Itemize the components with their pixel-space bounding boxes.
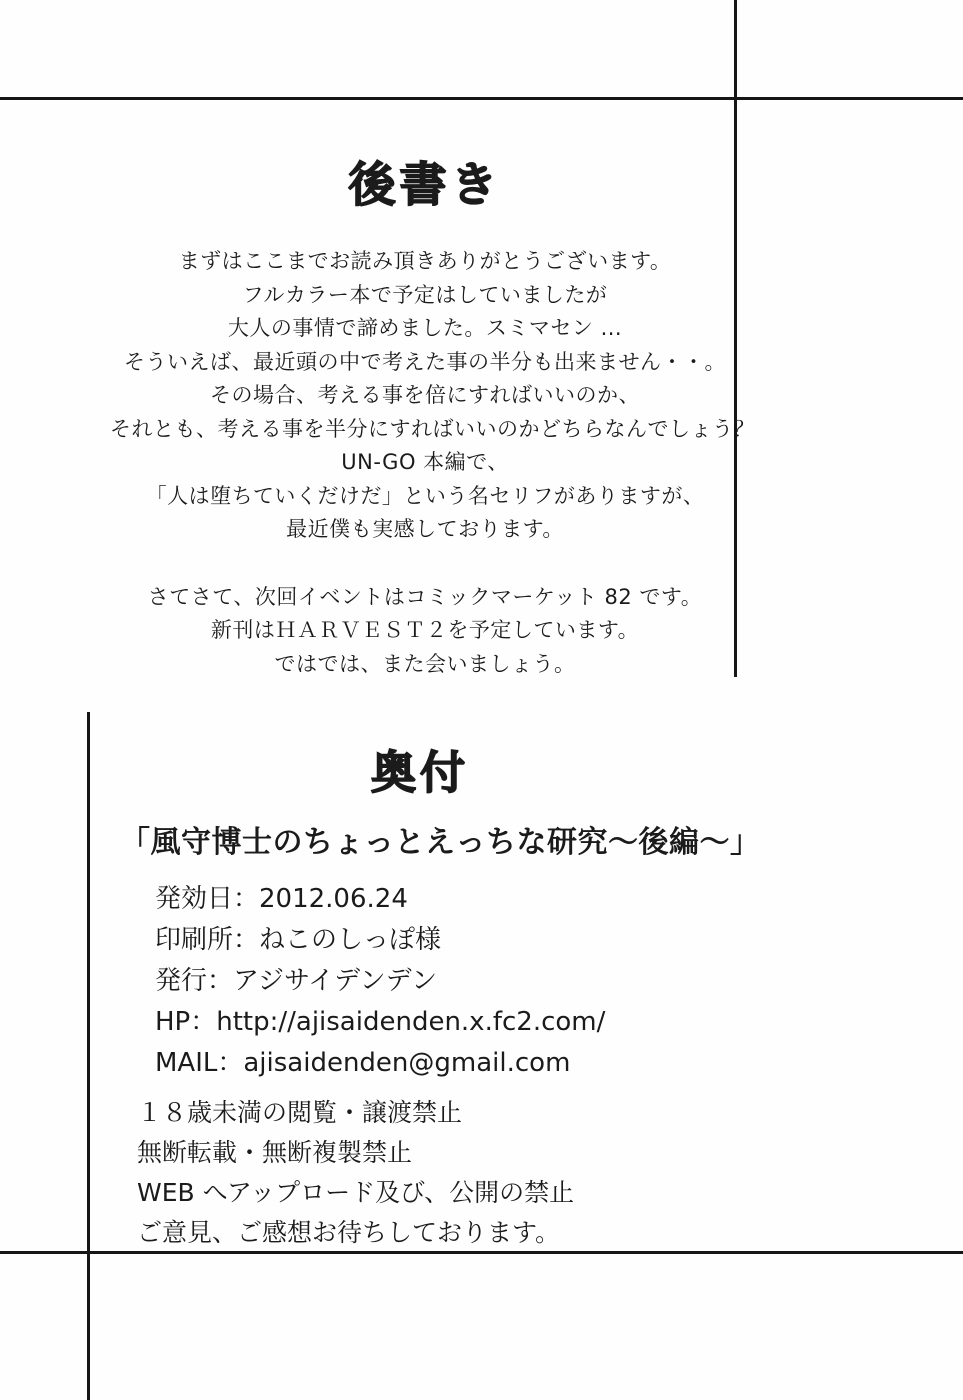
colophon-mail-address: MAIL：ajisaidenden@gmail.com bbox=[155, 1048, 571, 1078]
afterword-line: UN-GO 本編で、 bbox=[341, 450, 509, 474]
afterword-line: フルカラー本で予定はしていましたが bbox=[242, 282, 608, 307]
colophon-book-title: 「風守博士のちょっとえっちな研究～後編～」 bbox=[120, 825, 761, 860]
colophon-notice: 無断転載・無断複製禁止 bbox=[137, 1138, 413, 1167]
afterword-paragraph-2 bbox=[110, 581, 740, 682]
colophon-section bbox=[90, 736, 790, 1253]
colophon-publish-date: 発効日：2012.06.24 bbox=[155, 884, 408, 914]
colophon-homepage-url: HP：http://ajisaidenden.x.fc2.com/ bbox=[155, 1007, 606, 1037]
afterword-paragraph-1 bbox=[110, 245, 755, 547]
top-horizontal-rule bbox=[0, 97, 963, 100]
afterword-line: それとも、考える事を半分にすればいいのかどちらなんでしょう？ bbox=[110, 416, 755, 441]
colophon-notices bbox=[90, 1093, 790, 1253]
afterword-line: 「人は堕ちていくだけだ」という名セリフがありますが、 bbox=[145, 483, 705, 508]
afterword-line: そういえば、最近頭の中で考えた事の半分も出来ません・・。 bbox=[124, 349, 726, 374]
afterword-line: ではでは、また会いましょう。 bbox=[274, 651, 576, 676]
afterword-line: その場合、考える事を倍にすればいいのか、 bbox=[210, 383, 640, 407]
colophon-title: 奥付 bbox=[370, 746, 469, 799]
colophon-details bbox=[90, 879, 790, 1084]
afterword-line: 最近僕も実感しております。 bbox=[286, 517, 564, 541]
colophon-printer: 印刷所：ねこのしっぽ様 bbox=[155, 925, 442, 955]
colophon-notice: １８歳未満の閲覧・譲渡禁止 bbox=[137, 1098, 463, 1127]
colophon-publisher: 発行：アジサイデンデン bbox=[155, 966, 438, 996]
afterword-line: 新刊はＨＡＲＶＥＳＴ２を予定しています。 bbox=[210, 618, 640, 642]
afterword-line: 大人の事情で諦めました。スミマセン ... bbox=[227, 316, 623, 340]
afterword-line: まずはここまでお読み頂きありがとうございます。 bbox=[178, 249, 672, 273]
afterword-title: 後書き bbox=[348, 158, 502, 213]
afterword-section bbox=[110, 148, 755, 681]
colophon-notice: WEB へアップロード及び、公開の禁止 bbox=[137, 1178, 575, 1207]
afterword-line: さてさて、次回イベントはコミックマーケット 82 です。 bbox=[147, 584, 703, 609]
colophon-notice: ご意見、ご感想お待ちしております。 bbox=[137, 1218, 561, 1247]
